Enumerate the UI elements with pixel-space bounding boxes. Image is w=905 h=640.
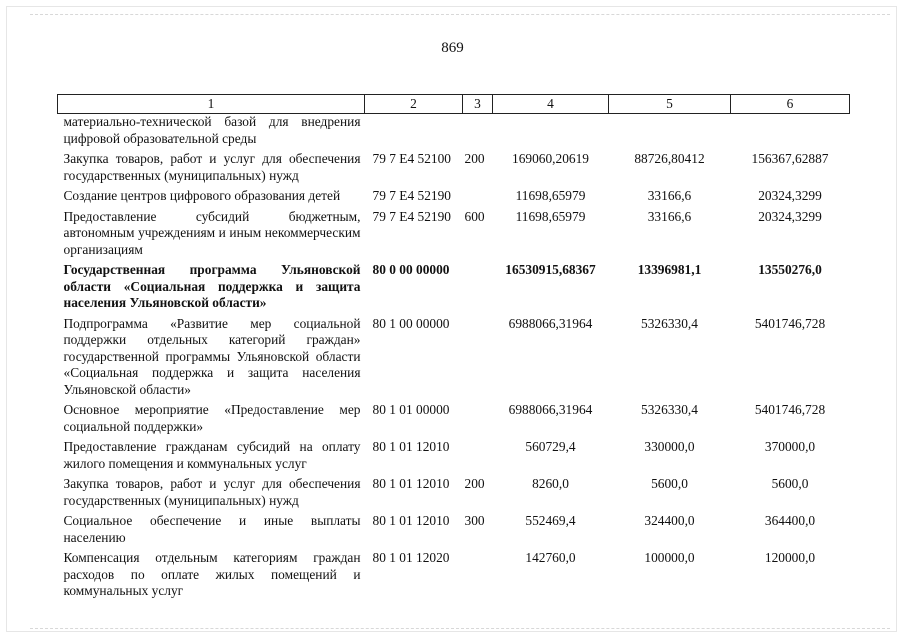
row-value-2019-cell: 169060,20619	[512, 151, 589, 166]
column-header-1: 1	[58, 95, 365, 114]
row-value-2021-cell: 370000,0	[764, 439, 816, 454]
table-row	[58, 435, 850, 472]
row-value-2021-cell: 20324,3299	[758, 188, 822, 203]
row-expense-type-cell	[463, 312, 493, 399]
row-code-cell: 79 7 E4 52190	[372, 208, 451, 224]
row-value-2020-cell: 33166,6	[647, 208, 692, 224]
row-value-2019-cell: 16530915,68367	[505, 262, 596, 277]
row-expense-type-cell	[463, 114, 493, 148]
row-expense-type-cell	[463, 398, 493, 435]
table-header-row	[58, 95, 850, 114]
row-value-2019-cell: 6988066,31964	[508, 402, 593, 417]
row-code-cell: 80 1 01 12010	[372, 476, 450, 491]
column-header-6: 6	[731, 95, 850, 114]
row-value-2021-cell: 5401746,728	[754, 315, 826, 331]
row-name-cell: Государственная программа Ульяновской области «Социальная поддержка и защита населения Ульяновской области»	[63, 262, 361, 310]
row-value-2019-cell: 142760,0	[525, 550, 576, 565]
row-value-2020-cell: 330000,0	[644, 439, 695, 454]
column-header-2: 2	[365, 95, 463, 114]
row-value-2020-cell: 5600,0	[651, 476, 688, 491]
row-code-cell: 80 1 00 00000	[372, 315, 450, 331]
row-expense-type-cell	[463, 435, 493, 472]
row-expense-type-cell: 200	[464, 151, 485, 166]
row-value-2021-cell: 120000,0	[764, 550, 816, 565]
row-value-2020-cell: 324400,0	[644, 513, 695, 528]
column-header-4: 4	[493, 95, 609, 114]
row-value-2019-cell: 11698,65979	[515, 188, 586, 203]
row-name-cell: Подпрограмма «Развитие мер социальной поддержки отдельных категорий граждан» государственной программы Ульяновской области «Социальная поддержка и защита населения Ульяновской области»	[63, 315, 361, 397]
row-name-cell: Предоставление субсидий бюджетным, автономным учреждениям и иным некоммерческим организациям	[63, 208, 361, 257]
page-number: 869	[441, 40, 464, 56]
row-code-cell: 80 1 01 12010	[372, 439, 450, 454]
row-value-2019-cell: 560729,4	[525, 439, 576, 454]
row-value-2019-cell: 6988066,31964	[508, 315, 593, 331]
row-code-cell: 80 1 01 12020	[372, 550, 450, 565]
row-value-2020-cell: 5326330,4	[641, 315, 698, 331]
row-value-2021-cell: 364400,0	[764, 513, 816, 528]
row-value-2020-cell: 88726,80412	[634, 151, 705, 166]
row-value-2019-cell: 8260,0	[532, 476, 569, 491]
row-expense-type-cell	[463, 184, 493, 205]
row-value-2019-cell: 552469,4	[525, 513, 576, 528]
table-row	[58, 258, 850, 312]
row-value-2020-cell: 5326330,4	[641, 402, 698, 417]
row-name-cell: Предоставление гражданам субсидий на оплату жилого помещения и коммунальных услуг	[63, 439, 361, 471]
row-code-cell: 80 0 00 00000	[372, 262, 450, 277]
row-code-cell: 79 7 E4 52190	[372, 188, 451, 203]
row-value-2021-cell: 5401746,728	[754, 402, 826, 417]
row-value-2019-cell: 11698,65979	[515, 208, 586, 224]
row-value-2021-cell	[731, 114, 850, 148]
row-code-cell: 80 1 01 12010	[372, 513, 450, 528]
row-value-2020-cell	[609, 114, 731, 148]
row-value-2020-cell: 33166,6	[647, 188, 692, 203]
row-value-2019-cell	[493, 114, 609, 148]
row-value-2020-cell: 13396981,1	[637, 262, 702, 277]
table-body	[58, 114, 850, 600]
budget-table	[57, 94, 850, 600]
row-value-2021-cell: 13550276,0	[758, 262, 822, 277]
table-row	[58, 184, 850, 205]
column-header-5: 5	[609, 95, 731, 114]
row-value-2021-cell: 20324,3299	[758, 208, 822, 224]
row-value-2021-cell: 156367,62887	[751, 151, 829, 166]
table-row	[58, 546, 850, 600]
row-code-cell: 80 1 01 00000	[372, 402, 450, 417]
row-name-cell: Закупка товаров, работ и услуг для обеспечения государственных (муниципальных) нужд	[63, 476, 361, 508]
row-value-2020-cell: 100000,0	[644, 550, 695, 565]
row-name-cell: Закупка товаров, работ и услуг для обеспечения государственных (муниципальных) нужд	[63, 151, 361, 183]
table-row	[58, 114, 850, 148]
table-row	[58, 205, 850, 259]
table-row	[58, 398, 850, 435]
row-name-cell: материально-технической базой для внедрения цифровой образовательной среды	[63, 114, 361, 146]
row-expense-type-cell: 200	[464, 476, 485, 491]
row-name-cell: Компенсация отдельным категориям граждан расходов по оплате жилых помещений и коммунальных услуг	[63, 550, 361, 598]
row-value-2021-cell: 5600,0	[771, 476, 809, 491]
scan-edge-bottom	[30, 628, 890, 629]
table-row	[58, 147, 850, 184]
row-name-cell: Создание центров цифрового образования детей	[63, 188, 341, 203]
column-header-3: 3	[463, 95, 493, 114]
scan-edge-top	[30, 14, 890, 15]
row-expense-type-cell: 600	[464, 208, 485, 224]
row-code-cell: 79 7 E4 52100	[372, 151, 451, 166]
row-name-cell: Социальное обеспечение и иные выплаты населению	[63, 513, 361, 545]
row-expense-type-cell	[463, 258, 493, 312]
table-row	[58, 312, 850, 399]
table-row	[58, 472, 850, 509]
row-expense-type-cell	[463, 546, 493, 600]
row-expense-type-cell: 300	[464, 513, 485, 528]
table-row	[58, 509, 850, 546]
row-code-cell	[365, 114, 463, 148]
row-name-cell: Основное мероприятие «Предоставление мер социальной поддержки»	[63, 402, 361, 434]
